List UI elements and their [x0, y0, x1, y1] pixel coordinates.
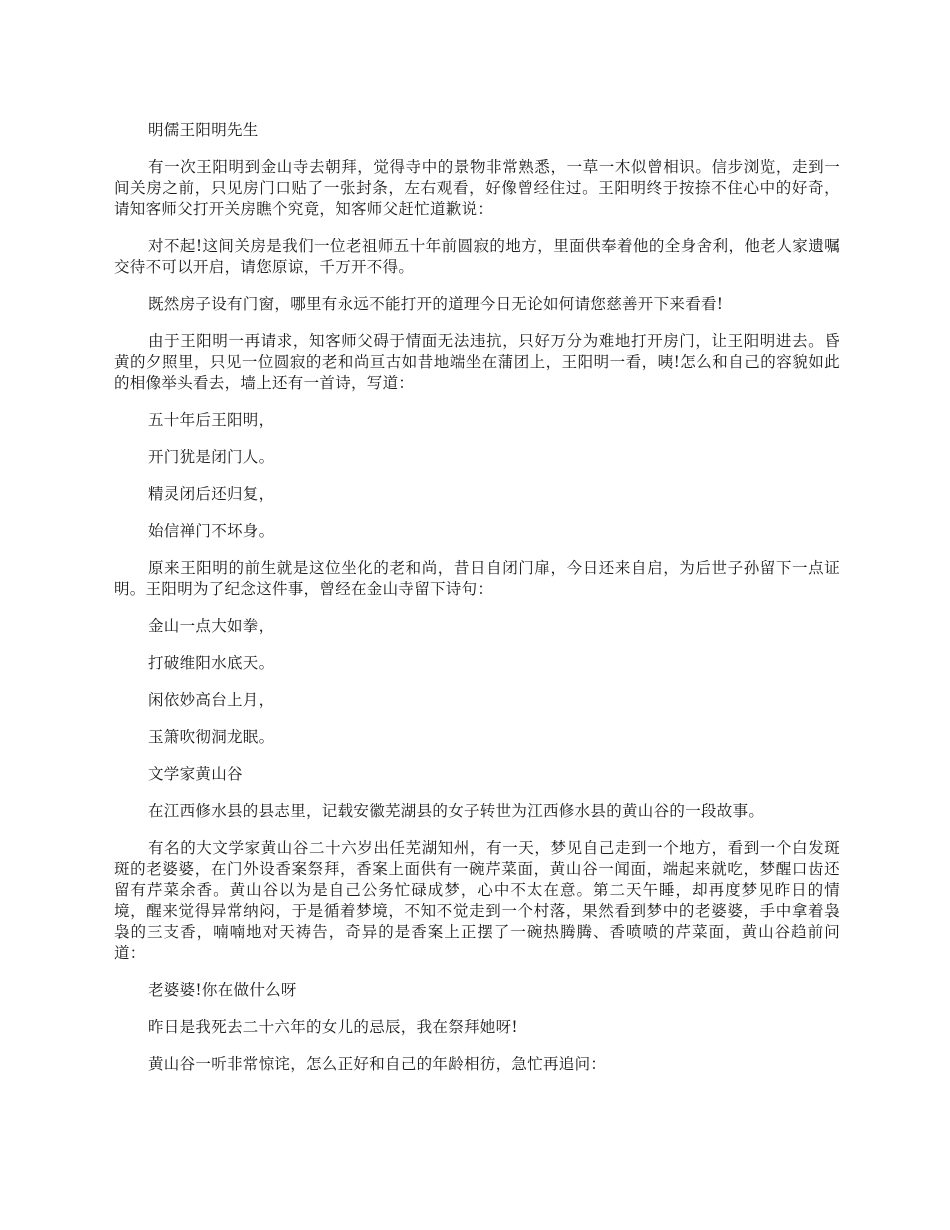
body-paragraph: 黄山谷一听非常惊诧，怎么正好和自己的年龄相彷，急忙再追问： — [148, 1055, 607, 1073]
poem-line: 始信禅门不坏身。 — [148, 522, 275, 540]
poem-line: 开门犹是闭门人。 — [148, 448, 275, 466]
body-paragraph: 原来王阳明的前生就是这位坐化的老和尚，昔日自闭门扉，今日还来自启，为后世子孙留下一点证明。王阳明为了纪念这件事，曾经在金山寺留下诗句： — [114, 559, 840, 598]
body-paragraph: 昨日是我死去二十六年的女儿的忌辰，我在祭拜她呀! — [148, 1018, 518, 1036]
document-page — [114, 120, 840, 1091]
body-paragraph: 有一次王阳明到金山寺去朝拜，觉得寺中的景物非常熟悉，一草一木似曾相识。信步浏览，走到一间关房之前，只见房门口贴了一张封条，左右观看，好像曾经住过。王阳明终于按捺不住心中的好奇，请知客师父打开关房瞧个究竟，知客师父赶忙道歉说： — [114, 158, 840, 218]
title-huang-shangu: 文学家黄山谷 — [148, 765, 243, 783]
body-paragraph: 在江西修水县的县志里，记载安徽芜湖县的女子转世为江西修水县的黄山谷的一段故事。 — [148, 802, 765, 820]
poem-line: 金山一点大如拳， — [148, 617, 275, 635]
poem-line: 玉箫吹彻洞龙眠。 — [148, 728, 275, 746]
body-paragraph: 对不起!这间关房是我们一位老祖师五十年前圆寂的地方，里面供奉着他的全身舍利，他老人家遗嘱交待不可以开启，请您原谅，千万开不得。 — [114, 237, 840, 276]
title-wang-yangming: 明儒王阳明先生 — [148, 121, 259, 139]
poem-line: 精灵闭后还归复， — [148, 485, 275, 503]
poem-line: 闲依妙高台上月， — [148, 691, 275, 709]
body-paragraph: 由于王阳明一再请求，知客师父碍于情面无法违抗，只好万分为难地打开房门，让王阳明进去。昏黄的夕照里，只见一位圆寂的老和尚亘古如昔地端坐在蒲团上，王阳明一看，咦!怎么和自己的容貌如此的相像举头看去，墙上还有一首诗，写道： — [114, 332, 840, 392]
body-paragraph: 有名的大文学家黄山谷二十六岁出任芜湖知州，有一天，梦见自己走到一个地方，看到一个白发斑斑的老婆婆，在门外设香案祭拜，香案上面供有一碗芹菜面，黄山谷一闻面，端起来就吃，梦醒口齿还留有芹菜余香。黄山谷以为是自己公务忙碌成梦，心中不太在意。第二天午睡，却再度梦见昨日的情境，醒来觉得异常纳闷，于是循着梦境，不知不觉走到一个村落，果然看到梦中的老婆婆，手中拿着袅袅的三支香，喃喃地对天祷告，奇异的是香案上正摆了一碗热腾腾、香喷喷的芹菜面，黄山谷趋前问道： — [114, 839, 840, 962]
body-paragraph: 老婆婆!你在做什么呀 — [148, 981, 297, 999]
poem-line: 五十年后王阳明， — [148, 411, 275, 429]
poem-line: 打破维阳水底天。 — [148, 654, 275, 672]
body-paragraph: 既然房子设有门窗，哪里有永远不能打开的道理今日无论如何请您慈善开下来看看! — [148, 295, 724, 313]
